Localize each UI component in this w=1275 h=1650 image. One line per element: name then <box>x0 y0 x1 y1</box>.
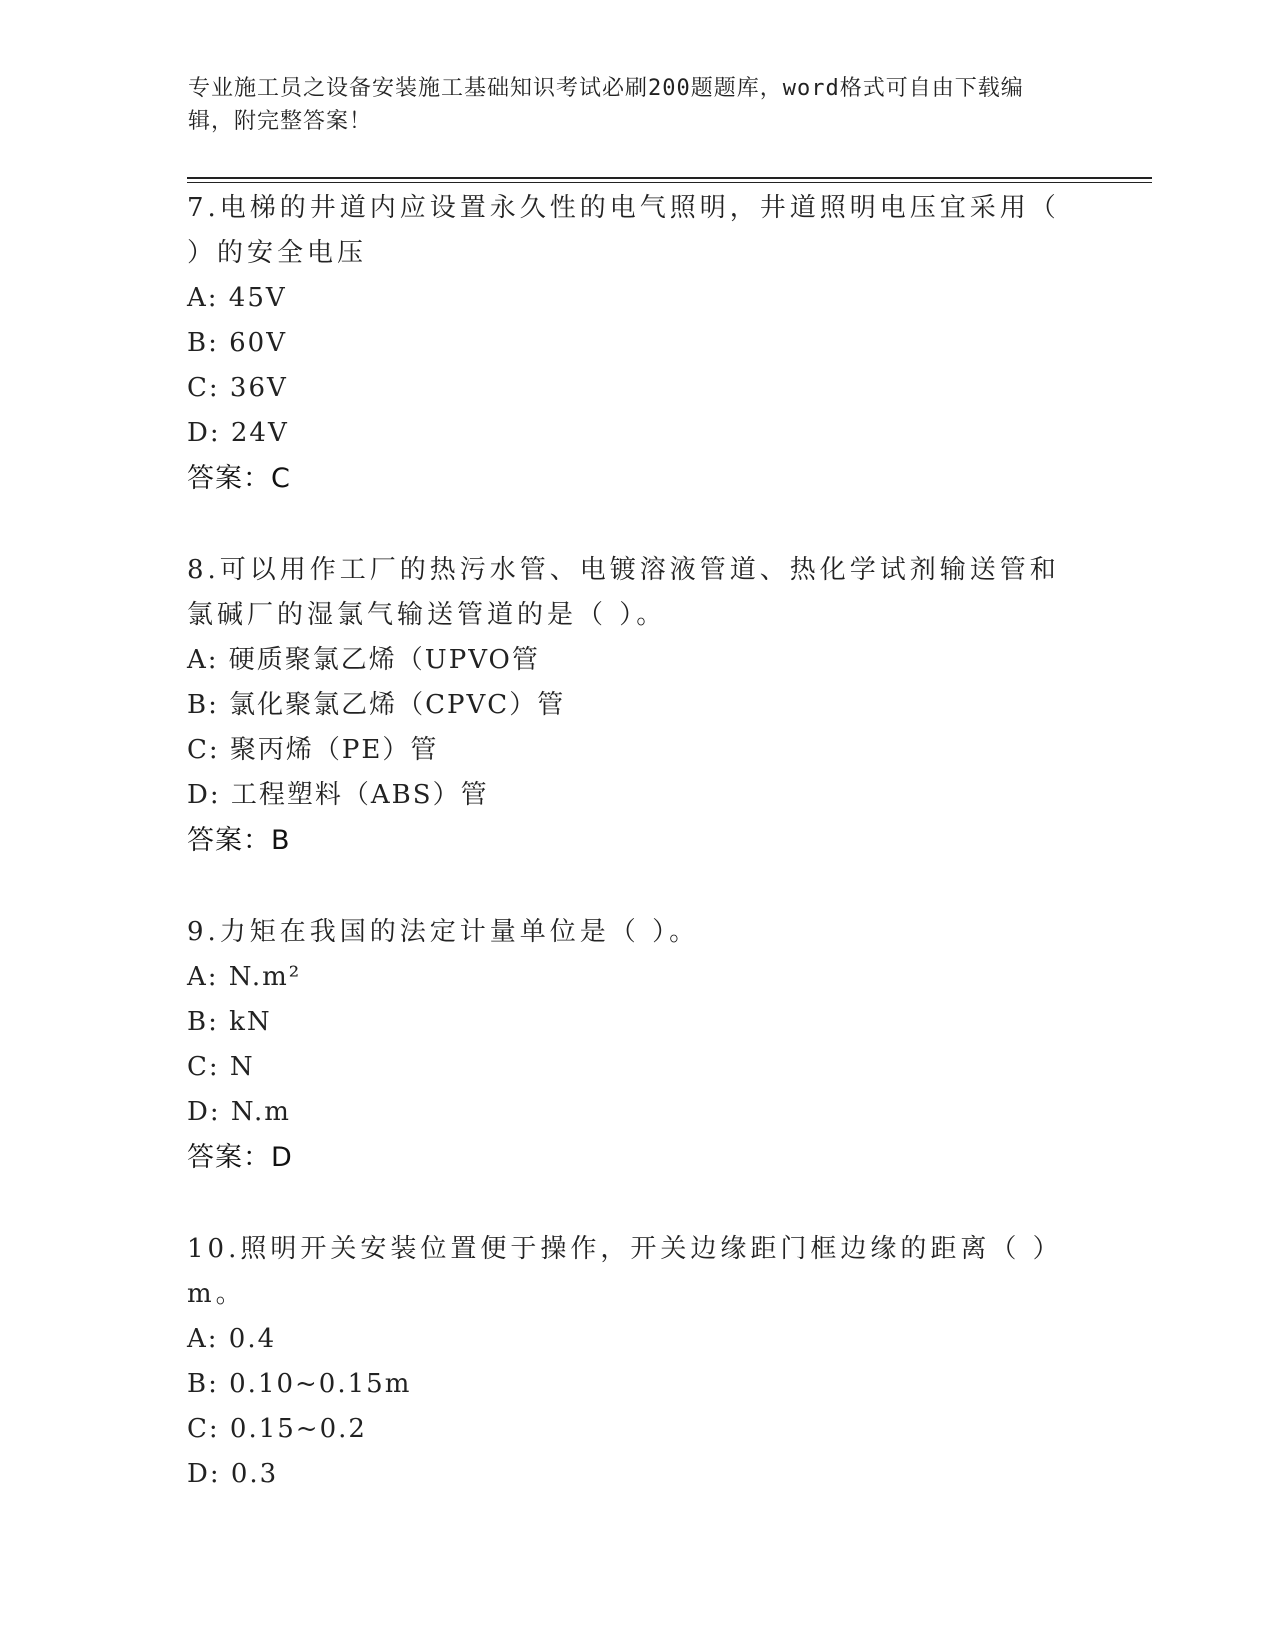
header-divider-thin <box>187 182 1152 183</box>
option-a: A: 硬质聚氯乙烯（UPVO管 <box>187 645 540 675</box>
option-b: B: 氯化聚氯乙烯（CPVC）管 <box>187 690 566 720</box>
question-10 <box>187 1227 1067 1497</box>
option-c: C: 聚丙烯（PE）管 <box>187 735 439 765</box>
option-d: D: 0.3 <box>187 1459 279 1489</box>
option-b: B: 60V <box>187 328 287 358</box>
answer-line: 答案：B <box>187 825 291 856</box>
option-a: A: 45V <box>187 283 287 313</box>
option-c: C: 0.15~0.2 <box>187 1414 367 1444</box>
question-text: 10.照明开关安装位置便于操作，开关边缘距门框边缘的距离（ ）m。 <box>187 1234 1063 1309</box>
question-8 <box>187 548 1067 864</box>
option-a: A: N.m² <box>187 962 302 992</box>
option-c: C: 36V <box>187 373 288 403</box>
header-divider-thick <box>187 177 1152 179</box>
option-a: A: 0.4 <box>187 1324 277 1354</box>
option-b: B: kN <box>187 1007 272 1037</box>
option-d: D: N.m <box>187 1097 291 1127</box>
document-header: 专业施工员之设备安装施工基础知识考试必刷200题题库，word格式可自由下载编辑，附完整答案！ <box>188 76 1024 134</box>
question-list <box>187 186 1067 1543</box>
option-d: D: 24V <box>187 418 289 448</box>
option-d: D: 工程塑料（ABS）管 <box>187 780 489 810</box>
question-text: 7.电梯的井道内应设置永久性的电气照明，井道照明电压宜采用（ ）的安全电压 <box>187 193 1060 268</box>
question-9 <box>187 910 1067 1181</box>
question-text: 9.力矩在我国的法定计量单位是（ ）。 <box>187 917 700 947</box>
answer-line: 答案：C <box>187 463 291 494</box>
answer-line: 答案：D <box>187 1142 293 1173</box>
question-text: 8.可以用作工厂的热污水管、电镀溶液管道、热化学试剂输送管和氯碱厂的湿氯气输送管道的是（ ）。 <box>187 555 1060 630</box>
option-c: C: N <box>187 1052 255 1082</box>
option-b: B: 0.10~0.15m <box>187 1369 412 1399</box>
question-7 <box>187 186 1067 502</box>
